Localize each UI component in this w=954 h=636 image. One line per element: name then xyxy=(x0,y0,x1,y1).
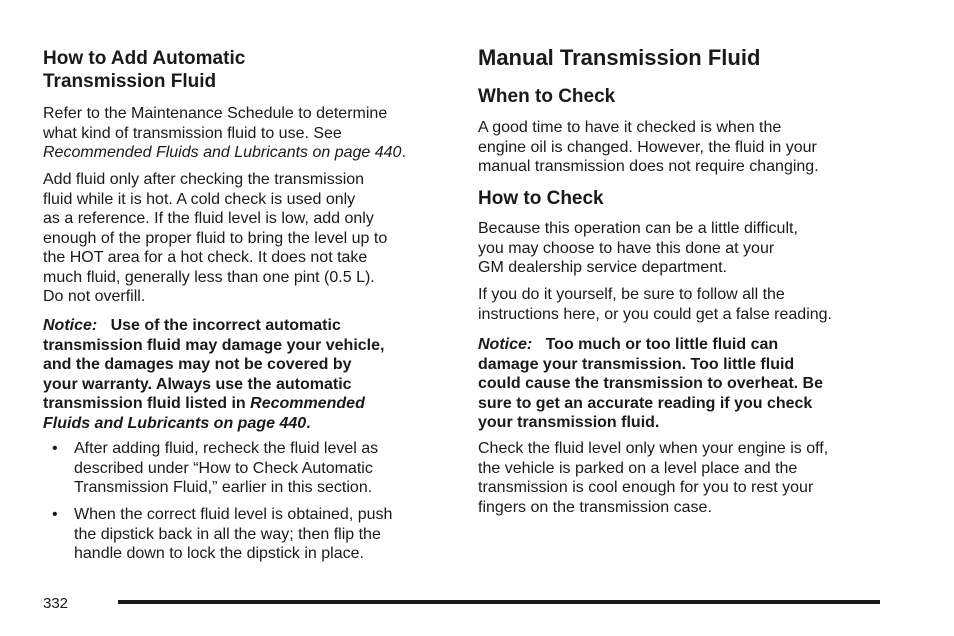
text-line: instructions here, or you could get a false reading. xyxy=(478,305,832,323)
page-number: 332 xyxy=(43,595,69,612)
text-line: Add fluid only after checking the transmission xyxy=(43,171,365,188)
text-line: fingers on the transmission case. xyxy=(478,498,712,516)
text-line xyxy=(43,143,406,163)
heading-line: Transmission Fluid xyxy=(43,71,217,92)
notice-fluid-level xyxy=(478,335,823,433)
text-line: manual transmission does not require changing. xyxy=(478,158,819,175)
paragraph-refer xyxy=(43,104,406,163)
text-line xyxy=(478,335,823,355)
notice-text: Too much or too little fluid can xyxy=(545,336,779,353)
text-line: If you do it yourself, be sure to follow all the xyxy=(478,286,785,303)
text-line: damage your transmission. Too little fluid xyxy=(478,355,795,373)
footer-rule xyxy=(118,600,880,604)
text-line: your warranty. Always use the automatic xyxy=(43,375,352,393)
text-line xyxy=(43,316,384,336)
notice-text: transmission fluid listed in xyxy=(43,395,246,412)
text-line: could cause the transmission to overheat. Be xyxy=(478,375,823,392)
text-line: described under “How to Check Automatic xyxy=(74,459,373,477)
section-heading-add-fluid xyxy=(43,47,245,93)
text-line: Refer to the Maintenance Schedule to determine xyxy=(43,105,388,122)
paragraph-difficult xyxy=(478,219,798,278)
subheading-when-to-check: When to Check xyxy=(478,86,616,107)
bullet-icon: • xyxy=(52,506,58,523)
text-line: handle down to lock the dipstick in place. xyxy=(74,545,364,562)
text-line: transmission is cool enough for you to rest your xyxy=(478,479,814,496)
text-line: as a reference. If the fluid level is low, add only xyxy=(43,210,374,227)
notice-label: Notice: xyxy=(43,317,98,334)
cross-reference: Recommended xyxy=(250,395,365,412)
text-line: Do not overfill. xyxy=(43,288,146,305)
text-line: enough of the proper fluid to bring the level up to xyxy=(43,229,388,247)
paragraph-when-to-check xyxy=(478,118,819,177)
bullet-text xyxy=(74,505,444,564)
section-title-manual-fluid: Manual Transmission Fluid xyxy=(478,45,761,70)
notice-text: Use of the incorrect automatic xyxy=(110,317,341,334)
text-line: much fluid, generally less than one pint (0.5 L). xyxy=(43,268,375,286)
text-line: you may choose to have this done at your xyxy=(478,239,775,257)
text-line: sure to get an accurate reading if you check xyxy=(478,394,813,412)
text-line: your transmission fluid. xyxy=(478,414,660,431)
text-line: the vehicle is parked on a level place and the xyxy=(478,459,798,477)
subheading-how-to-check: How to Check xyxy=(478,188,604,209)
text-line: A good time to have it checked is when the xyxy=(478,119,782,136)
notice-incorrect-fluid xyxy=(43,316,384,433)
text-line: Check the fluid level only when your engine is off, xyxy=(478,440,829,457)
text-line: fluid while it is hot. A cold check is used only xyxy=(43,190,356,208)
text-line: and the damages may not be covered by xyxy=(43,356,352,373)
text-line xyxy=(43,414,384,434)
bullet-text xyxy=(74,439,444,498)
cross-reference: Fluids and Lubricants on page 440 xyxy=(43,414,307,432)
paragraph-yourself xyxy=(478,285,832,324)
text-line: the dipstick back in all the way; then flip the xyxy=(74,525,381,543)
text-line: After adding fluid, recheck the fluid level as xyxy=(74,440,379,457)
cross-reference: Recommended Fluids and Lubricants on page 440 xyxy=(43,144,402,161)
text-line: Transmission Fluid,” earlier in this section. xyxy=(74,479,373,496)
paragraph-check-level xyxy=(478,439,828,517)
punctuation: . xyxy=(306,414,311,432)
heading-line: How to Add Automatic xyxy=(43,48,246,69)
text-line: Because this operation can be a little difficult, xyxy=(478,220,798,237)
bullet-icon: • xyxy=(52,440,58,457)
text-line xyxy=(43,394,384,414)
text-line: the HOT area for a hot check. It does not take xyxy=(43,249,368,266)
text-line: transmission fluid may damage your vehicle, xyxy=(43,336,385,354)
punctuation: . xyxy=(401,144,406,161)
text-line: what kind of transmission fluid to use. See xyxy=(43,124,342,142)
text-line: engine oil is changed. However, the fluid in your xyxy=(478,138,817,156)
paragraph-add-fluid xyxy=(43,170,387,307)
notice-label: Notice: xyxy=(478,336,533,353)
text-line: GM dealership service department. xyxy=(478,259,727,276)
text-line: When the correct fluid level is obtained, push xyxy=(74,506,393,523)
